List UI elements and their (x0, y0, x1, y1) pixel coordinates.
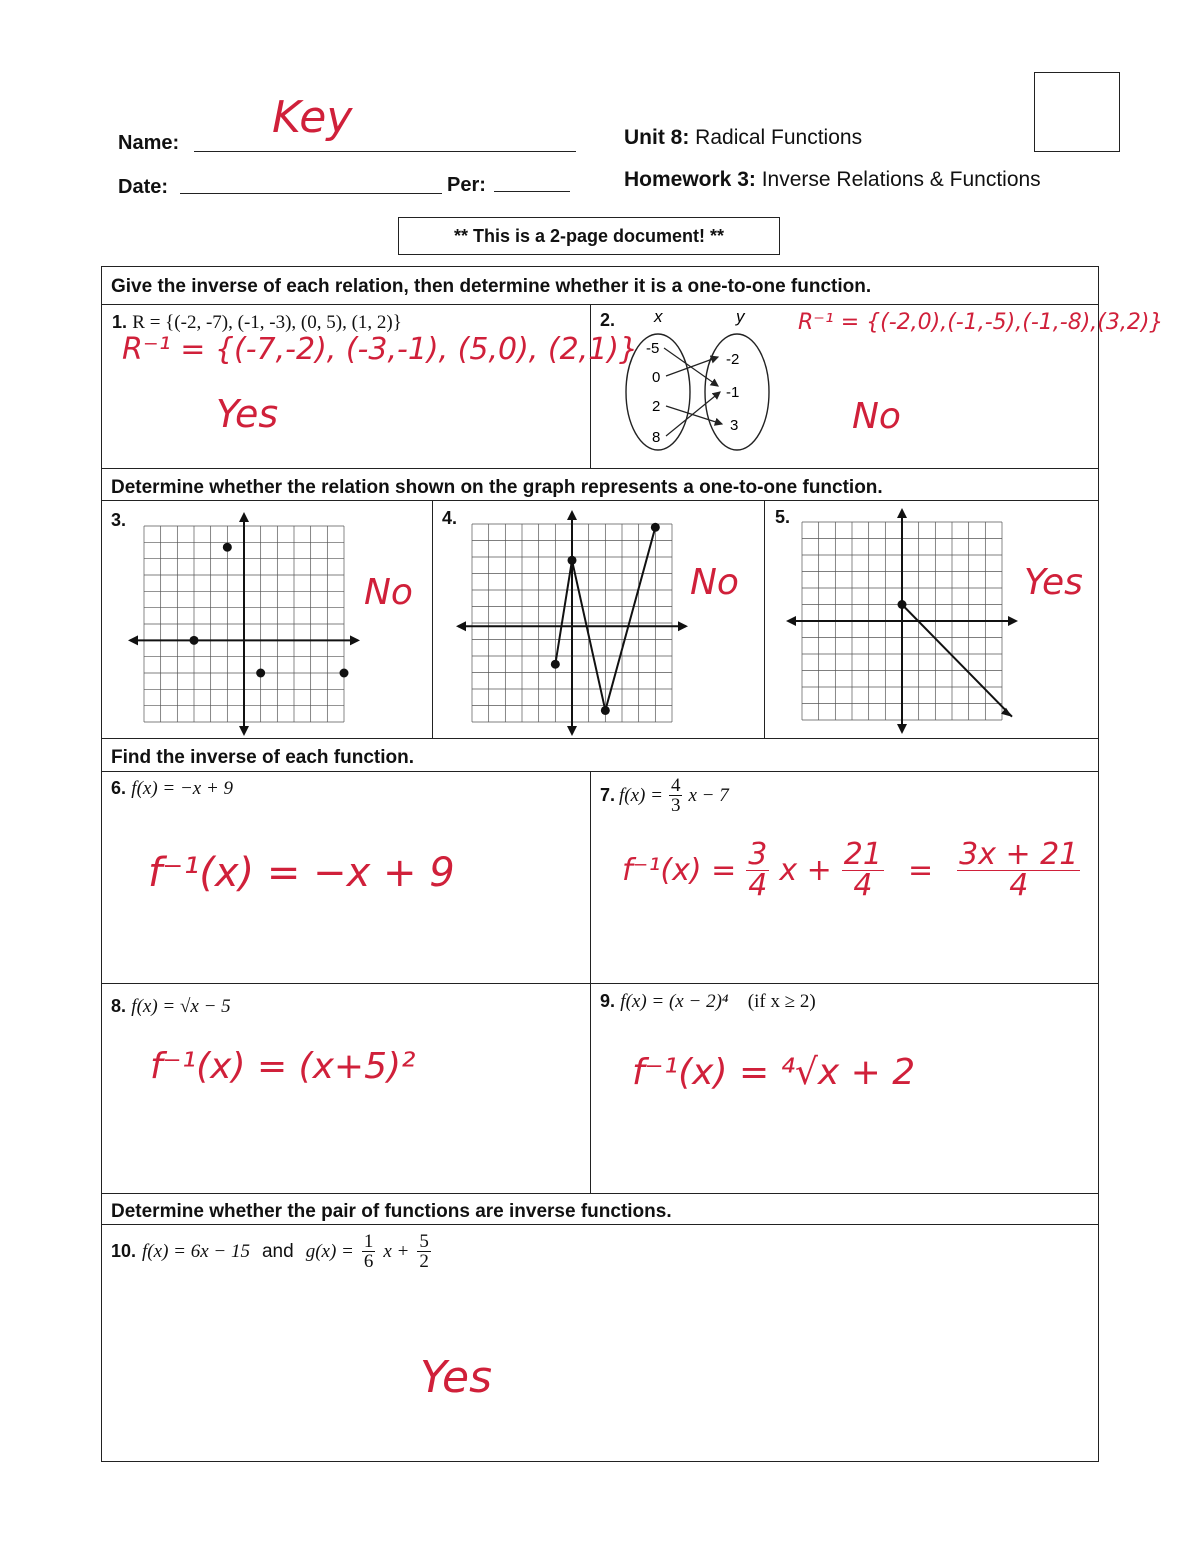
q7-answer-frac-n: 3x + 21 (959, 837, 1079, 872)
q9-answer: f⁻¹(x) = ⁴√x + 2 (632, 1052, 916, 1093)
homework-title: Inverse Relations & Functions (761, 168, 1041, 191)
q5-verdict: Yes (1024, 562, 1083, 603)
q2-mapping-diagram (606, 300, 786, 460)
q2-domain-value: 0 (652, 369, 661, 386)
name-label: Name: (118, 132, 180, 154)
q7-answer-lhs: f⁻¹(x) = (622, 853, 737, 888)
divider (764, 500, 765, 738)
axis-arrow (239, 726, 249, 736)
q2-arrow (666, 357, 718, 376)
q4-number: 4. (442, 508, 458, 528)
graph-point (340, 669, 349, 678)
graph-point (223, 543, 232, 552)
section4-header: Determine whether the pair of functions are inverse functions. (111, 1201, 672, 1222)
q6-answer: f⁻¹(x) = −x + 9 (148, 850, 455, 896)
section3-header: Find the inverse of each function. (111, 747, 414, 768)
q3-number: 3. (111, 510, 127, 530)
divider (101, 771, 1099, 772)
axis-arrow (456, 621, 466, 631)
q4-graph (450, 506, 700, 736)
q8-function: f(x) = √x − 5 (131, 996, 231, 1017)
axis-arrow (567, 726, 577, 736)
q1-number: 1. (112, 312, 128, 332)
q7-frac-numerator: 4 (670, 775, 681, 796)
q2-domain-value: 2 (652, 398, 661, 415)
q1-prompt (112, 312, 402, 334)
graph-point (651, 523, 660, 532)
divider (590, 771, 591, 1193)
unit-heading (624, 126, 862, 150)
unit-label: Unit 8: (624, 126, 690, 149)
q7-answer-eq: = (907, 853, 934, 888)
q8-prompt (111, 996, 231, 1018)
q1-relation: R = {(-2, -7), (-1, -3), (0, 5), (1, 2)} (132, 312, 402, 333)
q10-g-fraction (417, 1232, 431, 1271)
q2-range-value: -1 (726, 384, 740, 401)
q7-answer-frac (746, 837, 769, 903)
q6-number: 6. (111, 778, 127, 798)
q10-and: and (261, 1240, 294, 1262)
q8-number: 8. (111, 996, 127, 1016)
ray-arrow (1001, 708, 1012, 717)
q8-answer: f⁻¹(x) = (x+5)² (150, 1046, 416, 1087)
q7-suffix: x − 7 (688, 784, 729, 806)
q10-prompt (111, 1232, 433, 1271)
q7-answer-frac-d: 4 (1009, 868, 1029, 903)
axis-arrow (678, 621, 688, 631)
q2-y-label: y (736, 307, 745, 326)
divider (432, 500, 433, 738)
q2-verdict: No (852, 396, 901, 437)
q7-answer-frac (842, 837, 884, 903)
axis-arrow (350, 635, 360, 645)
section1-header: Give the inverse of each relation, then determine whether it is a one-to-one function. (111, 276, 872, 297)
date-label: Date: (118, 176, 169, 198)
homework-label: Homework 3: (624, 168, 756, 191)
q6-function: f(x) = −x + 9 (131, 778, 234, 799)
q2-range-value: 3 (730, 417, 739, 434)
graph-point (601, 706, 610, 715)
q2-number: 2. (600, 310, 616, 330)
unit-title: Radical Functions (695, 126, 863, 149)
q9-prompt (600, 991, 816, 1013)
graph-point (190, 636, 199, 645)
q3-verdict: No (364, 572, 413, 613)
q9-function: f(x) = (x − 2)⁴ (620, 991, 729, 1012)
q10-number: 10. (111, 1241, 137, 1261)
q7-answer-frac-n: 21 (843, 837, 882, 872)
score-box (1034, 72, 1120, 152)
q2-range-value: -2 (726, 351, 740, 368)
divider (101, 1224, 1099, 1225)
q2-arrow (666, 406, 722, 424)
q7-frac-denominator: 3 (670, 795, 681, 816)
graph-point (256, 669, 265, 678)
divider (101, 1193, 1099, 1194)
q7-fraction (669, 776, 683, 815)
q7-prompt (600, 776, 729, 815)
section2-header: Determine whether the relation shown on the graph represents a one-to-one function. (111, 477, 883, 498)
q2-answer: R⁻¹ = {(-2,0),(-1,-5),(-1,-8),(3,2)} (798, 310, 1164, 335)
q7-answer-frac-n: 3 (748, 837, 768, 872)
q10-g-mid: x + (383, 1240, 410, 1262)
axis-arrow (567, 510, 577, 520)
q5-graph (782, 504, 1032, 734)
q7-answer-mid: x + (779, 853, 832, 888)
q2-domain-value: -5 (646, 340, 660, 357)
q2-x-label: x (654, 307, 663, 326)
q10-f: f(x) = 6x − 15 (142, 1240, 250, 1262)
per-line (494, 191, 570, 192)
q10-g-frac-d: 6 (363, 1251, 374, 1272)
q5-number: 5. (775, 507, 791, 527)
axis-arrow (786, 616, 796, 626)
q7-prefix: f(x) = (619, 784, 663, 806)
divider (101, 738, 1099, 739)
q2-domain-value: 8 (652, 429, 661, 446)
axis-arrow (897, 724, 907, 734)
divider (590, 304, 591, 468)
axis-arrow (128, 635, 138, 645)
q10-g-frac-d: 2 (419, 1251, 429, 1272)
q9-condition: (if x ≥ 2) (747, 991, 816, 1012)
graph-point (568, 556, 577, 565)
homework-heading (624, 168, 1041, 192)
name-value: Key (272, 92, 353, 143)
q7-answer (622, 837, 1082, 903)
date-line (180, 193, 442, 194)
divider (101, 468, 1099, 469)
q10-verdict: Yes (420, 1352, 493, 1403)
divider (101, 983, 1099, 984)
divider (101, 500, 1099, 501)
q7-number: 7. (600, 785, 616, 805)
axis-arrow (1008, 616, 1018, 626)
q10-g-frac-n: 1 (363, 1231, 374, 1252)
q6-prompt (111, 778, 233, 800)
divider (101, 304, 1099, 305)
graph-point (898, 600, 907, 609)
graph-point (551, 660, 560, 669)
per-label: Per: (447, 174, 486, 196)
q10-g-prefix: g(x) = (305, 1240, 354, 1262)
q10-g-fraction (362, 1232, 376, 1271)
axis-arrow (239, 512, 249, 522)
q4-verdict: No (690, 562, 739, 603)
name-line (194, 151, 576, 152)
axis-arrow (897, 508, 907, 518)
q10-g-frac-n: 5 (419, 1231, 429, 1252)
q1-answer: R⁻¹ = {(-7,-2), (-3,-1), (5,0), (2,1)} (122, 332, 639, 367)
q3-graph (120, 508, 370, 736)
q7-answer-frac-d: 4 (748, 868, 768, 903)
q7-answer-frac-d: 4 (853, 868, 873, 903)
notice-text: ** This is a 2-page document! ** (453, 225, 725, 246)
notice-box (398, 217, 780, 255)
q9-number: 9. (600, 991, 616, 1011)
q7-answer-frac (957, 837, 1080, 903)
q1-verdict: Yes (216, 392, 279, 436)
